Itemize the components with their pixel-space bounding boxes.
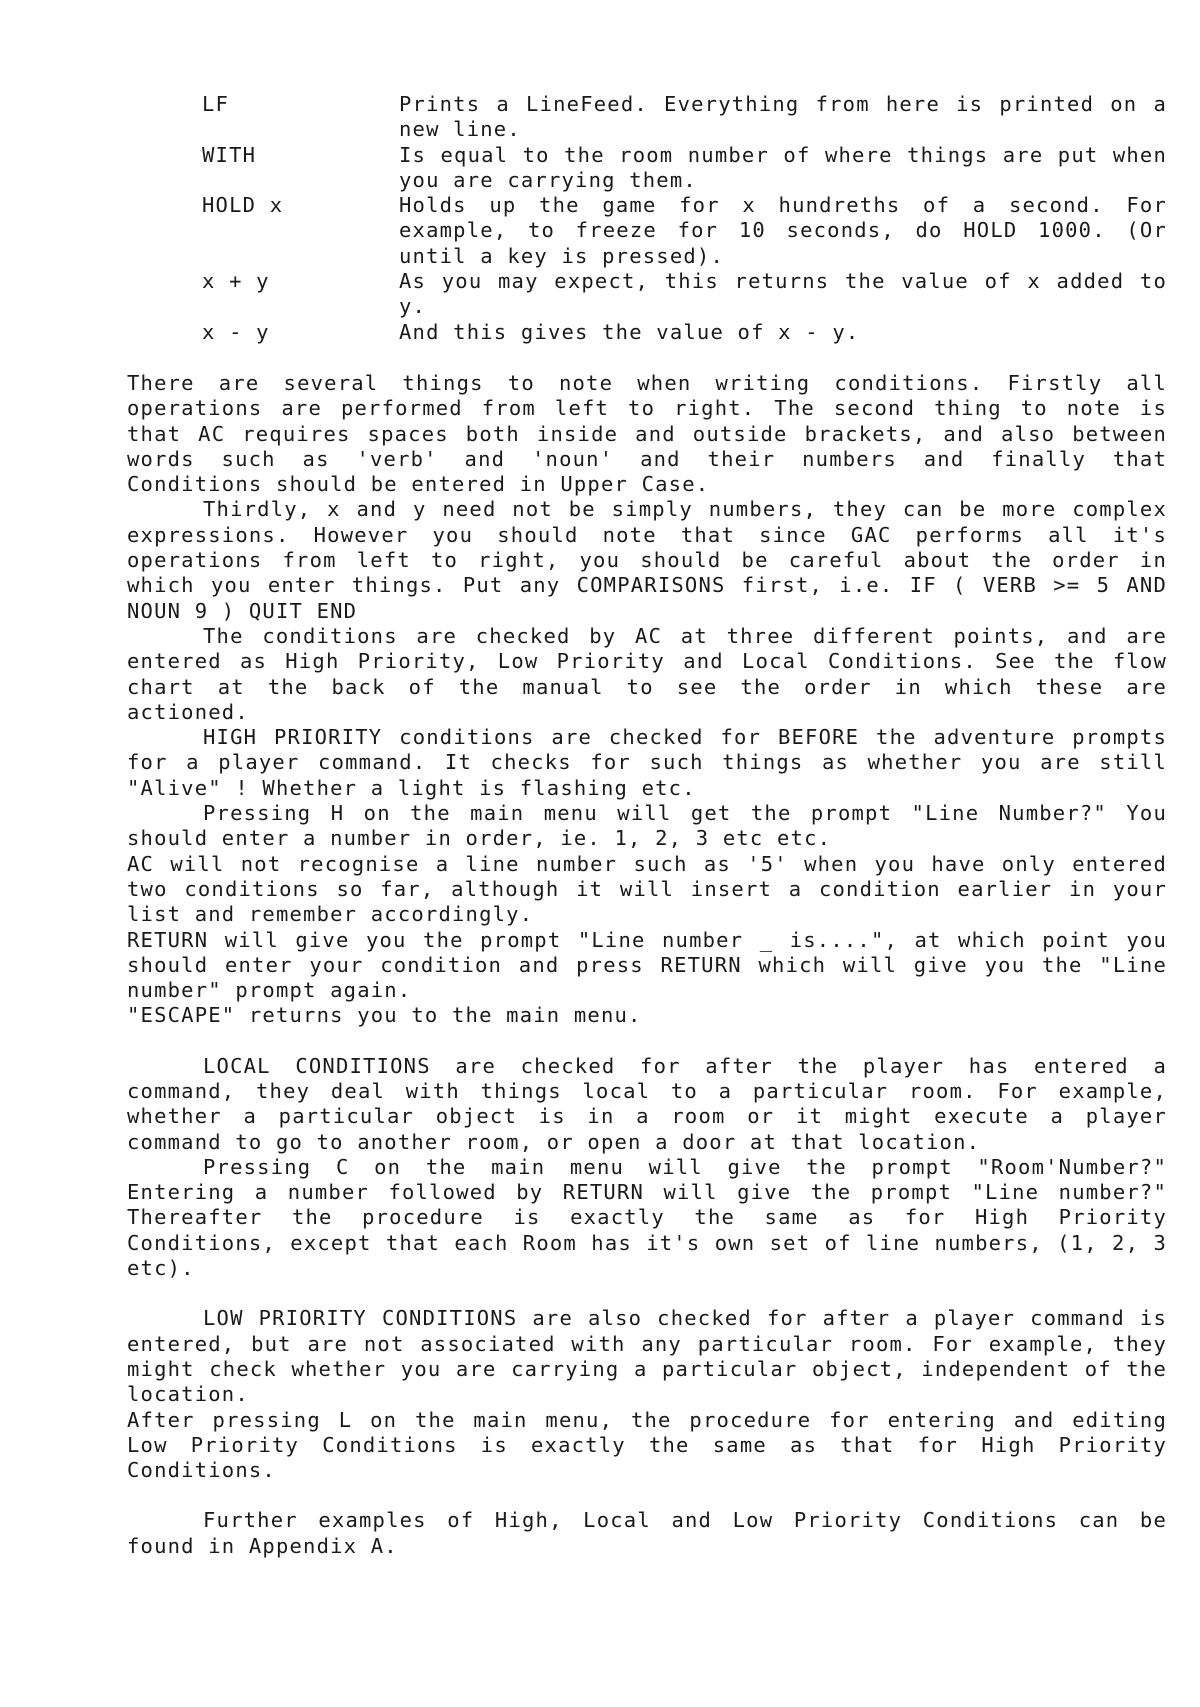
paragraph-pressing-c: Pressing C on the main menu will give the prompt "Room'Number?" Entering a number followed by RETURN will give the prompt "Line number?" Thereafter the procedure is exactly the same as for High Priority Conditions, except that each Room has it's own set of line numbers, (1, 2, 3 etc).	[127, 1154, 1167, 1281]
definition-row	[202, 92, 1167, 143]
manual-page	[127, 92, 1167, 1559]
paragraph-local-conditions: LOCAL CONDITIONS are checked for after the player has entered a command, they deal with things local to a particular room. For example, whether a particular object is in a room or it might execute a player command to go to another room, or open a door at that location.	[127, 1053, 1167, 1154]
definition-row	[202, 269, 1167, 320]
definition-row	[202, 320, 1167, 345]
paragraph-pressing-l: After pressing L on the main menu, the procedure for entering and editing Low Priority Conditions is exactly the same as that for High Priority Conditions.	[127, 1407, 1167, 1483]
definition-list	[202, 92, 1167, 345]
definition-term: HOLD x	[202, 193, 284, 218]
definition-term: x + y	[202, 269, 270, 294]
paragraph-line-number-note: AC will not recognise a line number such as '5' when you have only entered two conditions so far, although it will insert a condition earlier in your list and remember accordingly.	[127, 851, 1167, 927]
paragraph-escape: "ESCAPE" returns you to the main menu.	[127, 1003, 642, 1028]
definition-row	[202, 143, 1167, 194]
definition-text: Prints a LineFeed. Everything from here is printed on a new line.	[399, 92, 1167, 142]
definition-text: Is equal to the room number of where things are put when you are carrying them.	[399, 142, 1167, 192]
paragraph-high-priority: HIGH PRIORITY conditions are checked for BEFORE the adventure prompts for a player command. It checks for such things as whether you are still "Alive" ! Whether a light is flashing etc.	[127, 725, 1167, 800]
paragraph-low-priority: LOW PRIORITY CONDITIONS are also checked for after a player command is entered, but are not associated with any particular room. For example, they might check whether you are carrying a particular object, independent of the location.	[127, 1306, 1167, 1407]
definition-text: As you may expect, this returns the value of x added to y.	[399, 269, 1167, 319]
definition-term: WITH	[202, 142, 257, 167]
definition-term: x - y	[202, 319, 270, 344]
definition-term: LF	[202, 92, 230, 116]
definition-text: And this gives the value of x - y.	[399, 319, 860, 344]
definition-text: Holds up the game for x hundreths of a second. For example, to freeze for 10 seconds, do HOLD 1000. (Or until a key is pressed).	[399, 193, 1167, 268]
paragraph-expressions: Thirdly, x and y need not be simply numbers, they can be more complex expressions. However you should note that since GAC performs all it's operations from left to right, you should be careful about the order in which you enter things. Put any COMPARISONS first, i.e. IF ( VERB >= 5 AND NOUN 9 ) QUIT END	[127, 497, 1167, 623]
paragraph-check-points: The conditions are checked by AC at three different points, and are entered as High Priority, Low Priority and Local Conditions. See the flow chart at the back of the manual to see the order in which these are actioned.	[127, 623, 1167, 724]
definition-row	[202, 193, 1167, 269]
paragraph-return: RETURN will give you the prompt "Line number _ is....", at which point you should enter your condition and press RETURN which will give you the "Line number" prompt again.	[127, 927, 1167, 1003]
paragraph-pressing-h: Pressing H on the main menu will get the prompt "Line Number?" You should enter a number in order, ie. 1, 2, 3 etc etc.	[127, 801, 1167, 851]
paragraph-conditions-notes: There are several things to note when writing conditions. Firstly all operations are performed from left to right. The second thing to note is that AC requires spaces both inside and outside brackets, and also between words such as 'verb' and 'noun' and their numbers and finally that Conditions should be entered in Upper Case.	[127, 370, 1167, 497]
paragraph-further-examples: Further examples of High, Local and Low Priority Conditions can be found in Appendix A.	[127, 1508, 1167, 1558]
